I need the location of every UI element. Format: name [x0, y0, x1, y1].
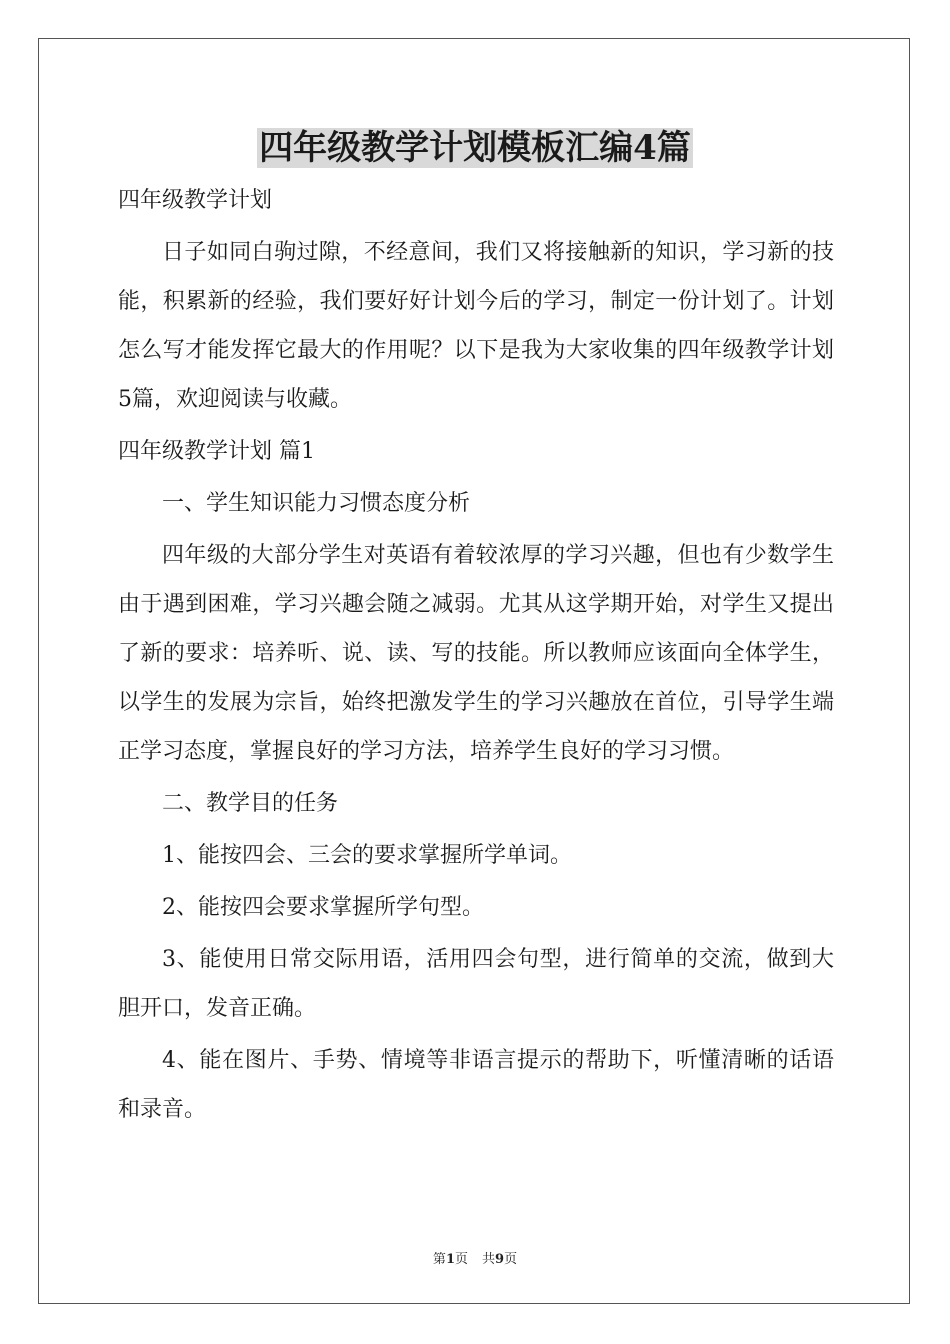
document-body [118, 176, 834, 1134]
document-title-text: 四年级教学计划模板汇编4篇 [259, 128, 691, 168]
part1-heading: 一、学生知识能力习惯态度分析 [162, 491, 471, 516]
intro-paragraph: 日子如同白驹过隙，不经意间，我们又将接触新的知识，学习新的技能，积累新的经验，我们要好好计划今后的学习，制定一份计划了。计划怎么写才能发挥它最大的作用呢？以下是我为大家收集的四年级教学计划5篇，欢迎阅读与收藏。 [118, 240, 834, 412]
part1-paragraph: 四年级的大部分学生对英语有着较浓厚的学习兴趣，但也有少数学生由于遇到困难，学习兴趣会随之减弱。尤其从这学期开始，对学生又提出了新的要求：培养听、说、读、写的技能。所以教师应该面向全体学生，以学生的发展为宗旨，始终把激发学生的学习兴趣放在首位，引导学生端正学习态度，掌握良好的学习方法，培养学生良好的学习习惯。 [118, 543, 834, 764]
list-item: 4、能在图片、手势、情境等非语言提示的帮助下，听懂清晰的话语和录音。 [118, 1048, 834, 1122]
page-suffix: 页 [454, 1252, 468, 1267]
page-number: 1 [445, 1252, 455, 1267]
page-footer [0, 1248, 950, 1267]
page-prefix: 第 [432, 1252, 446, 1267]
list-item: 2、能按四会要求掌握所学句型。 [162, 895, 484, 920]
list-item: 3、能使用日常交际用语，活用四会句型，进行简单的交流，做到大胆开口，发音正确。 [118, 947, 834, 1021]
subtitle: 四年级教学计划 [118, 188, 273, 213]
total-suffix: 页 [504, 1252, 518, 1267]
part2-heading: 二、教学目的任务 [162, 791, 339, 816]
total-pages: 9 [495, 1252, 505, 1267]
section-heading: 四年级教学计划 篇1 [118, 439, 315, 464]
list-item: 1、能按四会、三会的要求掌握所学单词。 [162, 843, 572, 868]
total-prefix: 共 [482, 1252, 496, 1267]
document-title [0, 124, 950, 172]
